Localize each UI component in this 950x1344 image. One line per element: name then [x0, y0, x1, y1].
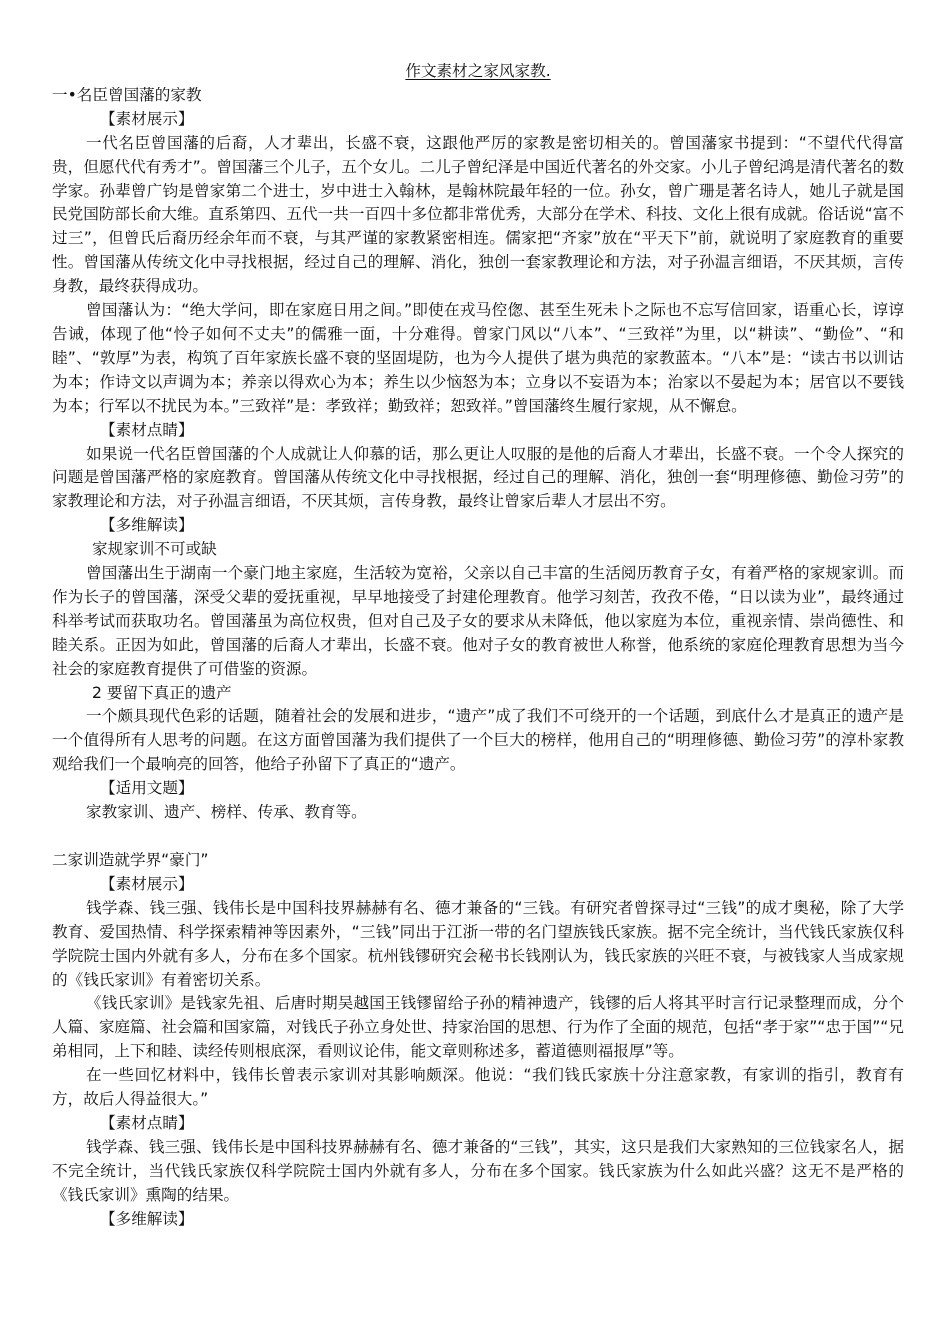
- paragraph: 一代名臣曾国藩的后裔，人才辈出，长盛不衰，这跟他严厉的家教是密切相关的。曾国藩家书提到：“不望代代得富贵，但愿代代有秀才”。曾国藩三个儿子，五个女儿。二儿子曾纪泽是中国近代著名的外交家。小儿子曾纪鸿是清代著名的数学家。孙辈曾广钧是曾家第二个进士，岁中进士入翰林，是翰林院最年轻的一位。孙女，曾广珊是著名诗人，她儿子就是国民党国防部长俞大维。直系第四、五代一共一百四十多位都非常优秀，大部分在学术、科技、文化上很有成就。俗话说“富不过三”，但曾氏后裔历经余年而不衰，与其严谨的家教紧密相连。儒家把“齐家”放在“平天下”前，就说明了家庭教育的重要性。曾国藩从传统文化中寻找根据，经过自己的理解、消化，独创一套家教理论和方法，对子孙温言细语，不厌其烦，言传身教，最终获得成功。: [52, 133, 904, 296]
- paragraph: 《钱氏家训》是钱家先祖、后唐时期吴越国王钱镠留给子孙的精神遗产，钱镠的后人将其平时言行记录整理而成，分个人篇、家庭篇、社会篇和国家篇，对钱氏子孙立身处世、持家治国的思想、行为作了全面的规范，包括“孝于家”“忠于国”“兄弟相同，上下和睦、读经传则根底深，看则议论伟，能文章则称述多，蓄道德则福报厚”等。: [52, 994, 904, 1061]
- paragraph: 家教家训、遗产、榜样、传承、教育等。: [86, 803, 367, 822]
- paragraph: 钱学森、钱三强、钱伟长是中国科技界赫赫有名、德才兼备的“三钱。有研究者曾探寻过“三钱”的成才奥秘，除了大学教育、爱国热情、科学探索精神等因素外，“三钱”同出于江浙一带的名门望族钱氏家族。据不完全统计，当代钱氏家族仅科学院院士国内外就有多人，分布在多个国家。杭州钱镠研究会秘书长钱刚认为，钱氏家族的兴旺不衰，与被钱家人当成家规的《钱氏家训》有着密切关系。: [52, 898, 904, 989]
- subheading: 家规家训不可或缺: [92, 540, 217, 559]
- paragraph: 钱学森、钱三强、钱伟长是中国科技界赫赫有名、德才兼备的“三钱”，其实，这只是我们大家熟知的三位钱家名人，据不完全统计，当代钱氏家族仅科学院院士国内外就有多人，分布在多个国家。钱氏家族为什么如此兴盛？这无不是严格的《钱氏家训》熏陶的结果。: [52, 1137, 904, 1204]
- subheading: 2 要留下真正的遗产: [92, 683, 232, 702]
- tag-applicable-topics: 【适用文题】: [100, 779, 194, 798]
- blank-line: [52, 825, 904, 849]
- tag-multi-reading: 【多维解读】: [100, 516, 194, 535]
- paragraph: 如果说一代名臣曾国藩的个人成就让人仰慕的话，那么更让人叹服的是他的后裔人才辈出，长盛不衰。一个令人探究的问题是曾国藩严格的家庭教育。曾国藩从传统文化中寻找根据，经过自己的理解、消化，独创一套“明理修德、勤俭习劳”的家教理论和方法，对子孙温言细语，不厌其烦，言传身教，最终让曾家后辈人才层出不穷。: [52, 444, 904, 511]
- section-zeng-guofan: [52, 84, 904, 825]
- paragraph: 曾国藩认为：“绝大学问，即在家庭日用之间。”即使在戎马倥偬、甚至生死未卜之际也不忘写信回家，语重心长，谆谆告诫，体现了他“怜子如何不丈夫”的儒雅一面，十分难得。曾家门风以“八本”、“三致祥”为里，以“耕读”、“勤俭”、“和睦”、“敦厚”为表，构筑了百年家族长盛不衰的坚固堤防，也为今人提供了堪为典范的家教蓝本。“八本”是：“读古书以训诂为本；作诗文以声调为本；养亲以得欢心为本；养生以少恼怒为本；立身以不妄语为本；治家以不晏起为本；居官以不要钱为本；行军以不扰民为本。”三致祥”是：孝致祥；勤致祥；恕致祥。”曾国藩终生履行家规，从不懈怠。: [52, 301, 904, 415]
- tag-material-highlight: 【素材点睛】: [100, 1113, 194, 1132]
- tag-material-display: 【素材展示】: [100, 874, 194, 893]
- paragraph: 曾国藩出生于湖南一个豪门地主家庭，生活较为宽裕，父亲以自己丰富的生活阅历教育子女，有着严格的家规家训。而作为长子的曾国藩，深受父辈的爱抚重视，早早地接受了封建伦理教育。他学习刻苦，孜孜不倦，“日以读为业”，最终通过科举考试而获取功名。曾国藩虽为高位权贵，但对自己及子女的要求从未降低，他以家庭为本位，重视亲情、崇尚德性、和睦关系。正因为如此，曾国藩的后裔人才辈出，长盛不衰。他对子女的教育被世人称誉，他系统的家庭伦理教育思想为当今社会的家庭教育提供了可借鉴的资源。: [52, 564, 904, 678]
- tag-multi-reading: 【多维解读】: [100, 1209, 194, 1228]
- paragraph: 在一些回忆材料中，钱伟长曾表示家训对其影响颇深。他说：“我们钱氏家族十分注意家教，有家训的指引，教育有方，故后人得益很大。”: [52, 1066, 904, 1109]
- paragraph: 一个颇具现代色彩的话题，随着社会的发展和进步，“遗产”成了我们不可绕开的一个话题，到底什么才是真正的遗产是一个值得所有人思考的问题。在这方面曾国藩为我们提供了一个巨大的榜样，他用自己的“明理修德、勤俭习劳”的淳朴家教观给我们一个最响亮的回答，他给子孙留下了真正的“遗产。: [52, 707, 904, 774]
- section-heading: 二家训造就学界“豪门”: [52, 851, 209, 869]
- section-heading: 一•名臣曾国藩的家教: [52, 85, 202, 104]
- document-title: 作文素材之家风家教.: [405, 62, 551, 80]
- section-qian-family: [52, 849, 904, 1232]
- tag-material-highlight: 【素材点睛】: [100, 420, 194, 439]
- tag-material-display: 【素材展示】: [100, 109, 194, 128]
